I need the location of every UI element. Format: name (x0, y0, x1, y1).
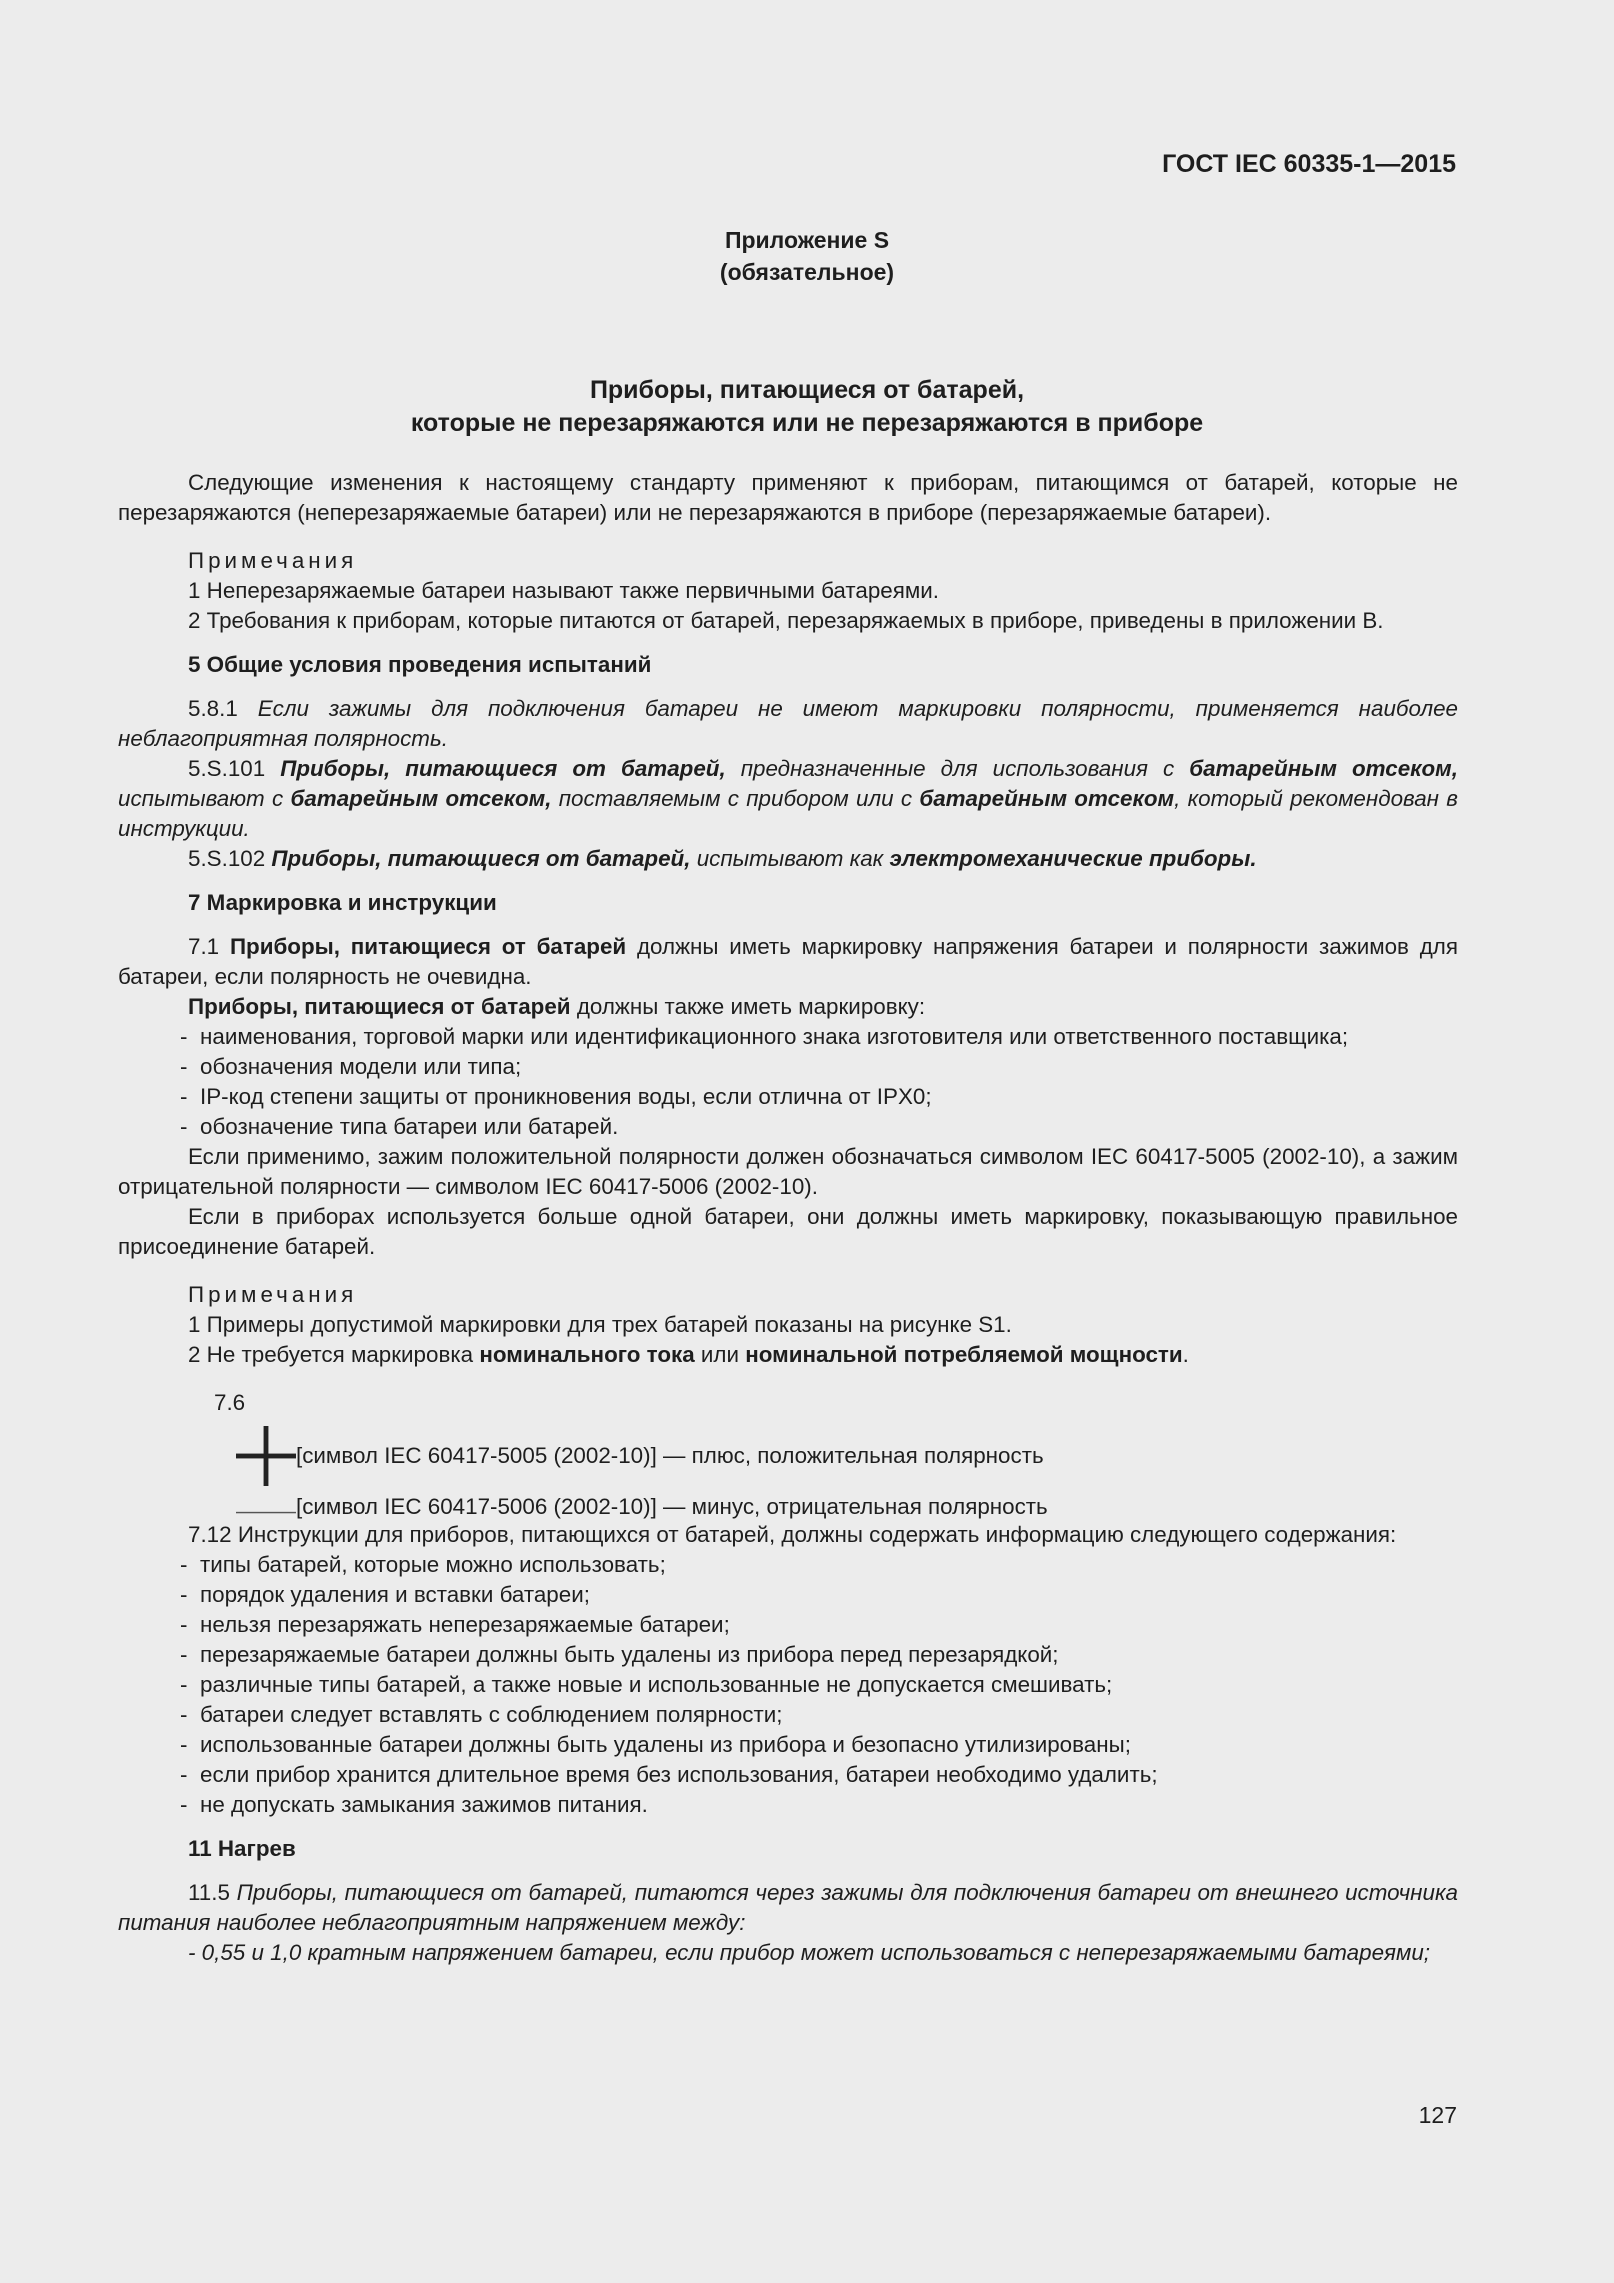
clause-5-8-1 (118, 694, 1458, 754)
clause-7-6-number: 7.6 (214, 1390, 246, 1415)
list-item-text: обозначение типа батареи или батарей. (200, 1114, 619, 1139)
dash-marker: - (180, 1582, 188, 1607)
title-line-2: которые не перезаряжаются или не перезаряжаются в приборе (410, 409, 1204, 437)
list-item-text: типы батарей, которые можно использовать; (200, 1552, 666, 1577)
clause-5-s-101 (118, 754, 1458, 844)
dash-marker: - (180, 1612, 188, 1637)
list-item-text: порядок удаления и вставки батареи; (200, 1582, 590, 1607)
list-item (180, 1610, 1458, 1640)
term: номинального тока (479, 1342, 695, 1367)
clause-11-5-item (118, 1938, 1458, 1968)
term: батарейным отсеком, (290, 786, 552, 811)
dash-marker: - (180, 1732, 188, 1757)
clause-7-12 (118, 1520, 1458, 1550)
clause-5-s-102 (118, 844, 1458, 874)
note-1: 1 Неперезаряжаемые батареи называют также первичными батареями. (188, 578, 939, 603)
intro-paragraph: Следующие изменения к настоящему стандарту применяют к приборам, питающимся от батарей, которые не перезаряжаются (неперезаряжаемые батареи) или не перезаряжаются в приборе (перезаряжаемые батареи). (118, 470, 1458, 525)
list-item-text: обозначения модели или типа; (200, 1054, 522, 1079)
dash-marker: - (180, 1642, 188, 1667)
list-item-text: не допускать замыкания зажимов питания. (200, 1792, 648, 1817)
title-line-1: Приборы, питающиеся от батарей, (589, 376, 1025, 404)
note-2: 2 Требования к приборам, которые питаются от батарей, перезаряжаемых в приборе, приведены в приложении B. (188, 608, 1384, 633)
list-item (180, 1112, 1458, 1142)
notes-label: Примечания (188, 1282, 358, 1307)
list-item (180, 1700, 1458, 1730)
clause-number: 5.S.102 (188, 846, 266, 871)
clause-text: испытывают как (696, 846, 884, 871)
page-number: 127 (1418, 2102, 1457, 2128)
clause-number: 7.1 (188, 934, 220, 959)
clause-text: должны иметь маркировку напряжения батареи и полярности зажимов для батареи, если полярность не очевидна. (118, 934, 1458, 989)
clause-7-1-marking (118, 992, 1458, 1022)
note-1: 1 Примеры допустимой маркировки для трех батарей показаны на рисунке S1. (188, 1312, 1012, 1337)
clause-number: 7.12 (188, 1522, 232, 1547)
clause-text: , который рекомендован в инструкции. (118, 786, 1458, 841)
section-7-heading: 7 Маркировка и инструкции (188, 890, 497, 915)
dash-marker: - (180, 1114, 188, 1139)
dash-marker: - (180, 1762, 188, 1787)
annex-status: (обязательное) (719, 259, 895, 285)
list-item (180, 1760, 1458, 1790)
dash-marker: - (180, 1552, 188, 1577)
list-item-text: наименования, торговой марки или идентификационного знака изготовителя или ответственного поставщика; (200, 1024, 1349, 1049)
term: электромеханические приборы. (889, 846, 1257, 871)
clause-text: Если зажимы для подключения батареи не имеют маркировки полярности, применяется наиболее неблагоприятная полярность. (118, 696, 1458, 751)
term: батарейным отсеком, (1189, 756, 1458, 781)
clause-text: Инструкции для приборов, питающихся от батарей, должны содержать информацию следующего содержания: (237, 1522, 1397, 1547)
clause-number: 5.S.101 (188, 756, 266, 781)
term: батарейным отсеком (919, 786, 1175, 811)
term: Приборы, питающиеся от батарей (229, 934, 627, 959)
clause-text: поставляемым с прибором или с (558, 786, 913, 811)
dash-marker: - (180, 1672, 188, 1697)
note-text: 2 Не требуется маркировка (188, 1342, 474, 1367)
list-item (180, 1790, 1458, 1820)
list-item-text: батареи следует вставлять с соблюдением полярности; (200, 1702, 783, 1727)
list-item (180, 1022, 1458, 1052)
list-item (180, 1082, 1458, 1112)
clause-text: - 0,55 и 1,0 кратным напряжением батареи, если прибор может использоваться с неперезаряжаемыми батареями; (188, 1940, 1431, 1965)
annex-title: Приложение S (724, 227, 890, 253)
list-item (180, 1670, 1458, 1700)
term: номинальной потребляемой мощности (745, 1342, 1183, 1367)
document-body (118, 468, 1458, 1968)
note-text: . (1182, 1342, 1189, 1367)
list-item-text: IP-код степени защиты от проникновения воды, если отлична от IPX0; (200, 1084, 932, 1109)
document-title (0, 374, 1614, 440)
clause-number: 11.5 (188, 1880, 230, 1905)
standard-header: ГОСТ IEC 60335-1—2015 (1162, 150, 1456, 178)
dash-marker: - (180, 1054, 188, 1079)
notes-label: Примечания (188, 548, 358, 573)
list-item-text: если прибор хранится длительное время без использования, батареи необходимо удалить; (200, 1762, 1158, 1787)
term: Приборы, питающиеся от батарей (188, 994, 571, 1019)
dash-marker: - (180, 1792, 188, 1817)
clause-7-1 (118, 932, 1458, 992)
list-item-text: различные типы батарей, а также новые и использованные не допускается смешивать; (200, 1672, 1113, 1697)
list-item (180, 1640, 1458, 1670)
section-11-heading: 11 Нагрев (188, 1836, 296, 1861)
clause-number: 5.8.1 (188, 696, 238, 721)
term: Приборы, питающиеся от батарей, (271, 846, 691, 871)
multi-battery-paragraph: Если в приборах используется больше одной батареи, они должны иметь маркировку, показывающую правильное присоединение батарей. (118, 1204, 1458, 1259)
plus-symbol-icon (216, 1425, 296, 1487)
symbols-paragraph: Если применимо, зажим положительной полярности должен обозначаться символом IEC 60417-5005 (2002-10), а зажим отрицательной полярности — символом IEC 60417-5006 (2002-10). (118, 1144, 1458, 1199)
plus-symbol-text: [символ IEC 60417-5005 (2002-10)] — плюс, положительная полярность (296, 1443, 1044, 1468)
clause-text: Приборы, питающиеся от батарей, питаются через зажимы для подключения батареи от внешнего источника питания наиболее неблагоприятным напряжением между: (118, 1880, 1458, 1935)
clause-text: испытывают с (118, 786, 284, 811)
note-2 (118, 1340, 1458, 1370)
term: Приборы, питающиеся от батарей, (280, 756, 726, 781)
list-item (180, 1730, 1458, 1760)
clause-text: предназначенные для использования с (740, 756, 1175, 781)
minus-symbol-row (216, 1494, 1458, 1520)
clause-text: должны также иметь маркировку: (576, 994, 926, 1019)
dash-marker: - (180, 1024, 188, 1049)
dash-marker: - (180, 1084, 188, 1109)
list-item-text: использованные батареи должны быть удалены из прибора и безопасно утилизированы; (200, 1732, 1131, 1757)
list-item (180, 1550, 1458, 1580)
list-item (180, 1580, 1458, 1610)
list-item-text: перезаряжаемые батареи должны быть удалены из прибора перед перезарядкой; (200, 1642, 1059, 1667)
section-5-heading: 5 Общие условия проведения испытаний (188, 652, 652, 677)
minus-symbol-text: [символ IEC 60417-5006 (2002-10)] — минус, отрицательная полярность (296, 1494, 1048, 1519)
clause-11-5 (118, 1878, 1458, 1938)
note-text: или (700, 1342, 740, 1367)
minus-symbol-icon (216, 1500, 296, 1514)
annex-heading (0, 224, 1614, 288)
dash-marker: - (180, 1702, 188, 1727)
list-item (180, 1052, 1458, 1082)
list-item-text: нельзя перезаряжать неперезаряжаемые батареи; (200, 1612, 730, 1637)
plus-symbol-row (216, 1428, 1458, 1484)
